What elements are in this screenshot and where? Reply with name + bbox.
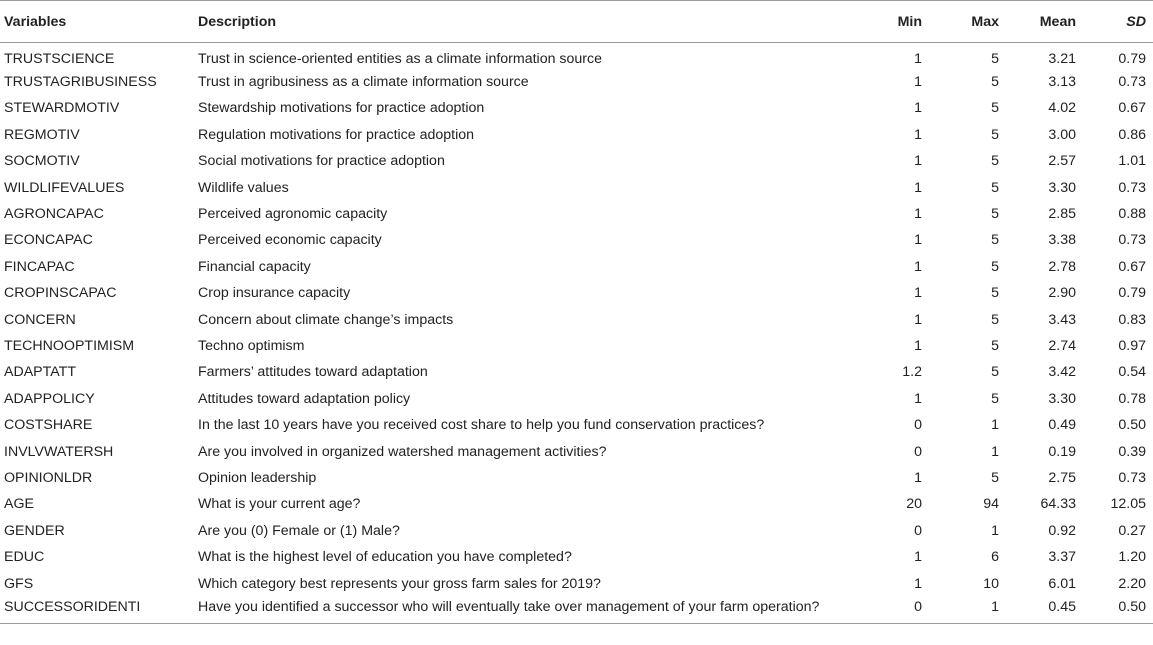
cell-mean: 3.42 [1048,364,1076,381]
cell-description: Trust in agribusiness as a climate information source [198,74,529,91]
table-row [0,544,1153,570]
table-row [0,280,1153,306]
cell-variable: EDUC [4,549,45,566]
cell-mean: 0.19 [1048,443,1076,460]
cell-sd: 0.50 [1118,417,1146,434]
header-sd: SD [1076,1,1153,43]
table-row [0,412,1153,438]
cell-min: 1 [914,258,922,275]
cell-min: 1 [914,100,922,117]
table-row [0,174,1153,200]
cell-min: 1 [914,575,922,592]
cell-mean: 3.30 [1048,390,1076,407]
cell-min: 1 [914,179,922,196]
cell-sd: 0.39 [1118,443,1146,460]
cell-min: 1 [914,469,922,486]
table-row [0,333,1153,359]
cell-description: Crop insurance capacity [198,285,351,302]
cell-min: 1 [914,153,922,170]
cell-mean: 0.45 [999,597,1076,623]
cell-mean: 2.74 [1048,337,1076,354]
cell-max: 6 [991,549,999,566]
cell-sd: 0.83 [1118,311,1146,328]
cell-max: 5 [991,364,999,381]
cell-sd: 0.54 [1118,364,1146,381]
cell-description: Techno optimism [198,337,305,354]
cell-min: 1 [914,285,922,302]
cell-mean: 4.02 [1048,100,1076,117]
cell-sd: 0.79 [1118,285,1146,302]
cell-min: 1 [914,390,922,407]
cell-variable: CONCERN [4,311,76,328]
cell-mean: 2.85 [1048,206,1076,223]
table-header [0,1,1153,43]
cell-variable: GFS [4,575,34,592]
cell-mean: 6.01 [1048,575,1076,592]
table-row [0,438,1153,464]
cell-description: What is your current age? [198,496,361,513]
header-row [0,1,1153,43]
header-variables: Variables [0,1,198,43]
cell-max: 94 [983,496,999,513]
cell-min: 0 [914,522,922,539]
cell-max: 5 [991,179,999,196]
cell-description: Trust in science-oriented entities as a climate information source [198,50,602,67]
cell-sd: 1.01 [1118,153,1146,170]
cell-mean: 3.43 [1048,311,1076,328]
cell-max: 5 [991,100,999,117]
table-row [0,597,1153,623]
table-row [0,465,1153,491]
cell-variable: STEWARDMOTIV [4,100,120,117]
cell-variable: ECONCAPAC [4,232,93,249]
cell-description: Have you identified a successor who will eventually take over management of your farm operation? [198,597,878,623]
cell-sd: 12.05 [1110,496,1146,513]
table-row [0,306,1153,332]
cell-mean: 3.00 [1048,126,1076,143]
cell-variable: INVLVWATERSH [4,443,114,460]
table-row [0,43,1153,69]
table-row [0,518,1153,544]
cell-variable: REGMOTIV [4,126,80,143]
cell-max: 10 [983,575,999,592]
header-description: Description [198,1,878,43]
cell-max: 5 [991,337,999,354]
cell-max: 5 [991,153,999,170]
cell-sd: 0.27 [1118,522,1146,539]
cell-variable: AGRONCAPAC [4,206,104,223]
cell-variable: SUCCESSORIDENTI [0,597,198,623]
cell-description: Regulation motivations for practice adoption [198,126,475,143]
table-row [0,201,1153,227]
cell-max: 1 [991,417,999,434]
cell-description: Financial capacity [198,258,311,275]
cell-description: In the last 10 years have you received cost share to help you fund conservation practices? [198,417,765,434]
cell-variable: TRUSTAGRIBUSINESS [4,74,157,91]
cell-sd: 0.88 [1118,206,1146,223]
cell-max: 5 [991,258,999,275]
table-row [0,95,1153,121]
cell-sd: 0.86 [1118,126,1146,143]
cell-max: 5 [991,232,999,249]
cell-variable: ADAPTATT [4,364,76,381]
table-row [0,148,1153,174]
cell-description: Farmers’ attitudes toward adaptation [198,364,428,381]
header-max: Max [922,1,999,43]
cell-description: Perceived economic capacity [198,232,382,249]
cell-max: 1 [922,597,999,623]
cell-description: What is the highest level of education you have completed? [198,549,572,566]
cell-variable: TECHNOOPTIMISM [4,337,135,354]
cell-sd: 0.97 [1118,337,1146,354]
cell-max: 5 [991,390,999,407]
cell-mean: 3.38 [1048,232,1076,249]
cell-variable: FINCAPAC [4,258,75,275]
header-min: Min [878,1,922,43]
cell-sd: 0.50 [1076,597,1153,623]
cell-description: Which category best represents your gross farm sales for 2019? [198,575,601,592]
cell-description: Are you involved in organized watershed management activities? [198,443,607,460]
cell-max: 5 [991,285,999,302]
table-row [0,386,1153,412]
cell-variable: SOCMOTIV [4,153,80,170]
cell-max: 5 [991,74,999,91]
table-row [0,227,1153,253]
cell-variable: CROPINSCAPAC [4,285,117,302]
cell-min: 0 [914,443,922,460]
cell-description: Social motivations for practice adoption [198,153,445,170]
cell-variable: GENDER [4,522,65,539]
cell-mean: 3.21 [1048,50,1076,67]
cell-min: 1.2 [902,364,922,381]
cell-min: 20 [906,496,922,513]
table-row [0,359,1153,385]
cell-min: 0 [914,417,922,434]
cell-mean: 0.49 [1048,417,1076,434]
table-row [0,69,1153,95]
cell-description: Attitudes toward adaptation policy [198,390,411,407]
cell-description: Opinion leadership [198,469,317,486]
table-row [0,122,1153,148]
cell-description: Are you (0) Female or (1) Male? [198,522,400,539]
cell-min: 1 [914,311,922,328]
table-body [0,43,1153,624]
cell-variable: OPINIONLDR [4,469,93,486]
cell-mean: 3.30 [1048,179,1076,196]
cell-sd: 0.67 [1118,258,1146,275]
cell-sd: 0.67 [1118,100,1146,117]
cell-sd: 2.20 [1118,575,1146,592]
cell-description: Stewardship motivations for practice adoption [198,100,485,117]
cell-description: Concern about climate change’s impacts [198,311,454,328]
cell-mean: 3.37 [1048,549,1076,566]
cell-max: 5 [991,206,999,223]
cell-mean: 3.13 [1048,74,1076,91]
cell-min: 1 [914,206,922,223]
cell-sd: 0.79 [1118,50,1146,67]
header-mean: Mean [999,1,1076,43]
cell-mean: 2.57 [1048,153,1076,170]
cell-max: 5 [991,311,999,328]
cell-variable: WILDLIFEVALUES [4,179,125,196]
cell-sd: 0.73 [1118,232,1146,249]
cell-max: 5 [991,469,999,486]
cell-variable: AGE [4,496,34,513]
cell-sd: 0.78 [1118,390,1146,407]
cell-min: 0 [878,597,922,623]
cell-mean: 64.33 [1040,496,1076,513]
cell-mean: 2.75 [1048,469,1076,486]
table-row [0,491,1153,517]
cell-mean: 2.78 [1048,258,1076,275]
cell-max: 1 [991,443,999,460]
cell-min: 1 [914,549,922,566]
cell-variable: COSTSHARE [4,417,93,434]
cell-min: 1 [914,50,922,67]
cell-description: Wildlife values [198,179,289,196]
cell-sd: 0.73 [1118,179,1146,196]
cell-min: 1 [914,337,922,354]
cell-max: 5 [991,126,999,143]
cell-variable: TRUSTSCIENCE [4,50,115,67]
table-row [0,254,1153,280]
cell-mean: 0.92 [1048,522,1076,539]
cell-sd: 1.20 [1118,549,1146,566]
cell-min: 1 [914,126,922,143]
cell-max: 5 [991,50,999,67]
table-row [0,570,1153,596]
cell-mean: 2.90 [1048,285,1076,302]
cell-description: Perceived agronomic capacity [198,206,388,223]
cell-sd: 0.73 [1118,74,1146,91]
cell-min: 1 [914,74,922,91]
cell-min: 1 [914,232,922,249]
cell-sd: 0.73 [1118,469,1146,486]
cell-variable: ADAPPOLICY [4,390,95,407]
cell-max: 1 [991,522,999,539]
